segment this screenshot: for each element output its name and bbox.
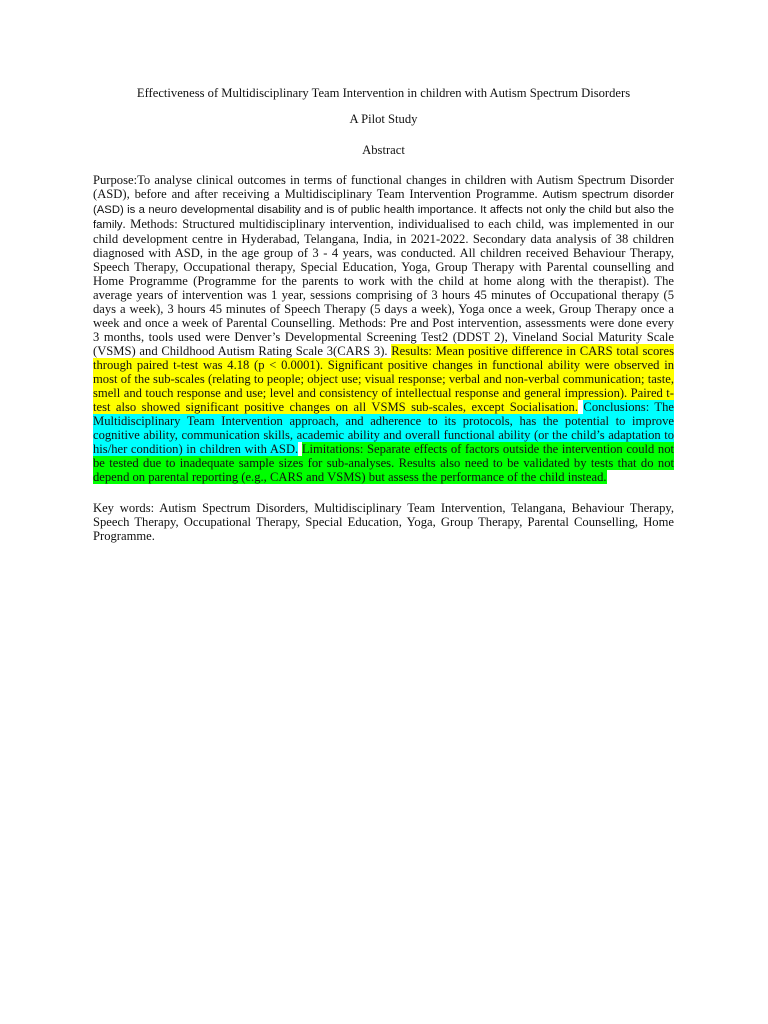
abstract-purpose: Purpose:To analyse clinical outcomes in terms of functional changes in children with Autism Spectrum Disorder (ASD), before and after receiving a Multidisciplinary Team Intervention Programme. (93, 173, 674, 201)
abstract-body (93, 173, 674, 484)
abstract-results-highlight: Results: Mean positive difference in CARS total scores through paired t-test was 4.18 (p < 0.0001). Significant positive changes in functional ability were observed in most of the sub-scales (relating to people; object use; visual response; verbal and non-verbal communication; taste, smell and touch response and use; level and consistency of intellectual response and general impression). Paired t-test also showed significant positive changes on all VSMS sub-scales, except Socialisation. (93, 344, 674, 414)
abstract-limitations-highlight: Limitations: Separate effects of factors outside the intervention could not be tested due to inadequate sample sizes for sub-analyses. Results also need to be validated by tests that do not depend on parental reporting (e.g., CARS and VSMS) but assess the performance of the child instead. (93, 442, 674, 484)
abstract-heading: Abstract (362, 143, 405, 157)
document-page (93, 84, 674, 543)
abstract-methods: . Methods: Structured multidisciplinary intervention, individualised to each child, was implemented in our child development centre in Hyderabad, Telangana, India, in 2021-2022. Secondary data analysis of 38 children diagnosed with ASD, in the age group of 3 - 4 years, was conducted. All children received Behaviour Therapy, Speech Therapy, Occupational therapy, Special Education, Yoga, Group Therapy with Parental counselling and Home Programme (Programme for the parents to work with the child at home along with the therapist). The average years of intervention was 1 year, sessions comprising of 3 hours 45 minutes of Occupational therapy (5 days a week), 3 hours 45 minutes of Speech Therapy (5 days a week), Yoga once a week, Group Therapy once a week and once a week of Parental Counselling. Methods: Pre and Post intervention, assessments were done every 3 months, tools used were Denver’s Developmental Screening Test2 (DDST 2), Vineland Social Maturity Scale (VSMS) and Childhood Autism Rating Scale 3(CARS 3). (93, 217, 674, 358)
keywords-paragraph: Key words: Autism Spectrum Disorders, Multidisciplinary Team Intervention, Telangana, Behaviour Therapy, Speech Therapy, Occupational Therapy, Special Education, Yoga, Group Therapy, Parental Counselling, Home Programme. (93, 501, 674, 543)
abstract-conclusions-highlight: Conclusions: The Multidisciplinary Team Intervention approach, and adherence to its protocols, has the potential to improve cognitive ability, communication skills, academic ability and overall functional ability (or the child’s adaptation to his/her condition) in children with ASD. (93, 400, 674, 456)
abstract-purpose-background: Autism spectrum disorder (ASD) is a neuro developmental disability and is of public health importance. It affects not only the child but also the family (93, 189, 675, 231)
paper-subtitle: A Pilot Study (349, 112, 418, 126)
paper-title: Effectiveness of Multidisciplinary Team Intervention in children with Autism Spectrum Disorders (136, 86, 631, 100)
